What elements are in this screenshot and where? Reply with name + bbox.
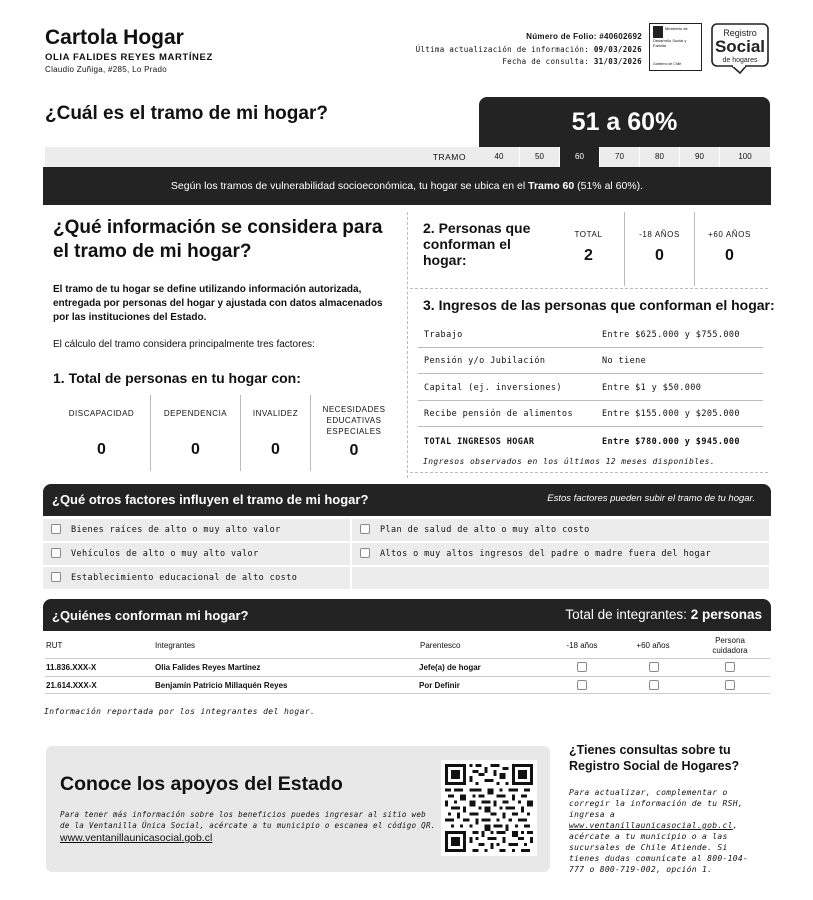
factor-checkbox[interactable] <box>360 524 370 534</box>
persons-column <box>694 212 764 286</box>
logo-main-text: Social <box>714 37 766 56</box>
tramo-scale-cell: 100 <box>719 147 770 167</box>
support-text: Para tener más información sobre los beneficios puedes ingresar al sitio web de la Ventanilla Única Social, acércate a tu municipio o escanea el código QR. <box>60 810 436 830</box>
persons-value: 0 <box>655 247 664 264</box>
column-header-relation: Parentesco <box>420 641 461 650</box>
factor-item <box>352 519 769 541</box>
table-row <box>45 676 770 694</box>
income-footnote: Ingresos observados en los últimos 12 meses disponibles. <box>423 457 716 466</box>
tramo-value: 51 a 60% <box>479 97 770 147</box>
factor-checkbox[interactable] <box>51 572 61 582</box>
ministry-footer: Gobierno de Chile <box>653 62 682 66</box>
banner-range: (51% al 60%). <box>574 180 644 192</box>
banner-text: Según los tramos de vulnerabilidad socioeconómica, tu hogar se ubica en el <box>170 180 529 192</box>
persons-value: 2 <box>584 247 593 264</box>
tramo-scale-cell: 70 <box>599 147 639 167</box>
column-header-rut: RUT <box>46 641 63 650</box>
factor-checkbox[interactable] <box>360 548 370 558</box>
consult-link[interactable]: www.ventanillaunicasocial.gob.cl <box>569 821 733 830</box>
condition-value: 0 <box>191 441 200 458</box>
qr-code-graphic <box>445 764 533 852</box>
member-relation: Por Definir <box>419 681 460 690</box>
factor-label: Altos o muy altos ingresos del padre o madre fuera del hogar <box>380 549 712 559</box>
info-question: ¿Qué información se considera para el tramo de mi hogar? <box>53 217 383 262</box>
tramo-scale-cell: 40 <box>494 152 504 161</box>
income-value: Entre $155.000 y $205.000 <box>602 409 740 419</box>
info-p1-pre: El tramo de tu hogar se define utilizando <box>53 284 249 295</box>
support-link[interactable]: www.ventanillaunicasocial.gob.cl <box>60 832 213 844</box>
section-divider <box>410 472 768 473</box>
tramo-scale-label: TRAMO <box>432 152 466 162</box>
factor-item <box>43 519 350 541</box>
support-title: Conoce los apoyos del Estado <box>60 773 343 795</box>
condition-value: 0 <box>271 441 280 458</box>
condition-label: NECESIDADES EDUCATIVAS ESPECIALES <box>322 405 386 436</box>
persons-column <box>553 212 624 286</box>
factor-item <box>352 543 769 565</box>
caregiver-checkbox[interactable] <box>725 662 735 672</box>
condition-column <box>310 395 397 471</box>
query-date: 31/03/2026 <box>593 57 642 66</box>
column-header-caregiver: Persona cuidadora <box>712 636 748 655</box>
income-total-value: Entre $780.000 y $945.000 <box>602 437 740 447</box>
factor-label: Plan de salud de alto o muy alto costo <box>380 525 590 535</box>
income-value: No tiene <box>602 356 647 366</box>
tramo-question: ¿Cuál es el tramo de mi hogar? <box>45 103 328 124</box>
factors-title: ¿Qué otros factores influyen el tramo de mi hogar? <box>52 492 369 507</box>
rsh-logo-graphic <box>710 22 770 74</box>
factor-empty-cell <box>352 567 769 589</box>
under18-checkbox[interactable] <box>577 662 587 672</box>
persons-conditions-heading: 1. Total de personas en tu hogar con: <box>53 370 301 386</box>
factor-label: Bienes raíces de alto o muy alto valor <box>71 525 281 535</box>
income-total-label: TOTAL INGRESOS HOGAR <box>424 437 535 447</box>
qr-code[interactable] <box>441 760 537 856</box>
income-row <box>418 322 763 348</box>
document-meta <box>416 31 642 69</box>
ministry-name: Ministerio de Desarrollo Social y Familia <box>653 26 688 48</box>
rsh-logo <box>710 22 770 74</box>
persons-column <box>624 212 694 286</box>
persons-label: +60 AÑOS <box>708 230 751 239</box>
income-label: Capital (ej. inversiones) <box>424 383 562 393</box>
factor-label: Establecimiento educacional de alto costo <box>71 573 298 583</box>
income-value: Entre $1 y $50.000 <box>602 383 702 393</box>
income-label: Recibe pensión de alimentos <box>424 409 573 419</box>
holder-name: OLIA FALIDES REYES MARTÍNEZ <box>45 52 213 63</box>
income-value: Entre $625.000 y $755.000 <box>602 330 740 340</box>
update-date: 09/03/2026 <box>593 44 642 54</box>
persons-value: 0 <box>725 247 734 264</box>
household-total <box>565 607 762 622</box>
consult-text-pre: Para actualizar, complementar o corregir la información de tu RSH, ingresa a <box>569 788 743 819</box>
condition-value: 0 <box>349 442 359 459</box>
factor-item <box>43 543 350 565</box>
factor-label: Vehículos de alto o muy alto valor <box>71 549 259 559</box>
condition-value: 0 <box>97 441 106 458</box>
persons-label: -18 AÑOS <box>639 230 680 239</box>
factor-item <box>43 567 350 589</box>
consult-text <box>569 787 754 875</box>
consult-text-post: , acércate a tu municipio o a las sucursales de Chile Atiende. Si tienes dudas comunícate al 800-104-777 o 800-719-002, opción 1. <box>569 821 749 874</box>
condition-column <box>150 395 240 471</box>
folio-number: #40602692 <box>599 32 642 41</box>
section-divider <box>410 288 768 289</box>
column-header-under18: -18 años <box>566 641 598 650</box>
member-rut: 21.614.XXX-X <box>46 681 97 690</box>
column-header-over60: +60 años <box>636 641 670 650</box>
info-p1-post: , entregada por personas del hogar y ajustada con datos almacenados por las instituciones del Estado. <box>53 284 383 323</box>
member-name: Olia Falides Reyes Martínez <box>155 663 261 672</box>
folio-label: Número de Folio: <box>526 32 597 41</box>
persons-label: TOTAL <box>574 230 603 239</box>
member-rut: 11.836.XXX-X <box>46 663 97 672</box>
table-footnote: Información reportada por los integrantes del hogar. <box>44 707 316 716</box>
logo-top-text: Registro <box>723 28 757 38</box>
income-label: Trabajo <box>424 330 463 340</box>
income-label: Pensión y/o Jubilación <box>424 356 546 366</box>
update-label: Última actualización de información: <box>415 44 590 54</box>
member-relation: Jefe(a) de hogar <box>419 663 481 672</box>
condition-column <box>53 395 150 471</box>
chile-shield-icon <box>653 26 663 38</box>
household-total-label: Total de integrantes: <box>565 607 687 622</box>
table-row <box>45 658 770 676</box>
household-header <box>43 599 771 631</box>
column-divider <box>407 212 408 478</box>
query-label: Fecha de consulta: <box>502 57 590 66</box>
over60-checkbox[interactable] <box>649 662 659 672</box>
income-row <box>418 375 763 401</box>
holder-address: Claudio Zuñiga, #285, Lo Prado <box>45 65 167 74</box>
income-heading: 3. Ingresos de las personas que conforman el hogar: <box>423 297 775 313</box>
condition-label: INVALIDEZ <box>252 409 299 418</box>
document-title: Cartola Hogar <box>45 26 184 49</box>
condition-label: DEPENDENCIA <box>163 409 228 418</box>
info-factors-intro: El cálculo del tramo considera principalmente tres factores: <box>53 339 315 350</box>
banner-tramo: Tramo 60 <box>528 180 575 192</box>
tramo-scale-cell: 90 <box>679 147 719 167</box>
factors-note: Estos factores pueden subir el tramo de tu hogar. <box>547 493 755 504</box>
condition-column <box>240 395 310 471</box>
household-total-value: 2 personas <box>690 607 762 622</box>
over60-checkbox[interactable] <box>649 680 659 690</box>
condition-label: DISCAPACIDAD <box>68 409 135 418</box>
under18-checkbox[interactable] <box>577 680 587 690</box>
ministry-logo <box>649 23 702 71</box>
column-header-members: Integrantes <box>155 641 196 650</box>
factors-header <box>43 484 771 516</box>
info-p1-bold: información autorizada <box>248 284 359 295</box>
caregiver-checkbox[interactable] <box>725 680 735 690</box>
income-total-row <box>418 429 763 455</box>
consult-heading: ¿Tienes consultas sobre tu Registro Social de Hogares? <box>569 743 740 773</box>
household-persons-heading: 2. Personas que conforman el hogar: <box>423 220 531 268</box>
income-row <box>418 401 763 427</box>
tramo-scale-cell: 80 <box>639 147 679 167</box>
member-name: Benjamín Patricio Millaquén Reyes <box>155 681 288 690</box>
tramo-banner <box>43 167 771 205</box>
tramo-scale-cell: 50 <box>519 147 559 167</box>
factor-checkbox[interactable] <box>51 548 61 558</box>
tramo-scale-cell: 60 <box>559 147 599 167</box>
logo-bottom-text: de hogares <box>722 57 758 64</box>
household-title: ¿Quiénes conforman mi hogar? <box>52 608 249 623</box>
factor-checkbox[interactable] <box>51 524 61 534</box>
info-paragraph <box>53 283 398 325</box>
income-row <box>418 348 763 374</box>
